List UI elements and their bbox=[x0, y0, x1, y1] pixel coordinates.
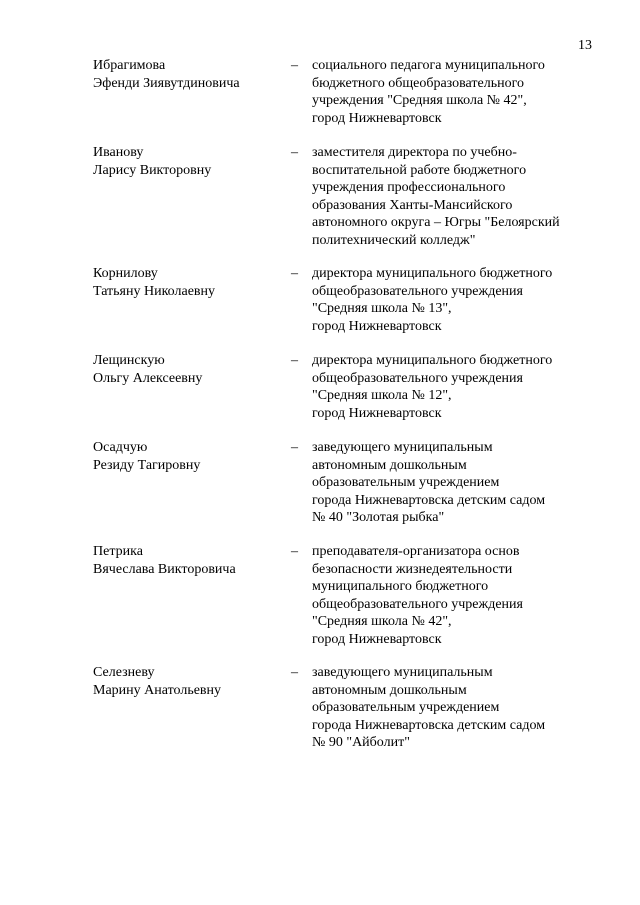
desc-line: политехнический колледж" bbox=[312, 232, 476, 248]
desc-line: директора муниципального бюджетного bbox=[312, 266, 553, 281]
desc-line: образования Ханты-Мансийского bbox=[312, 197, 513, 213]
desc-line: бюджетного общеобразовательного bbox=[312, 75, 524, 91]
desc-line: автономным дошкольным bbox=[312, 457, 467, 473]
name-line: Ольгу Алексеевну bbox=[93, 370, 203, 386]
desc-line: "Средняя школа № 13", bbox=[312, 301, 452, 316]
desc-line: города Нижневартовска детским садом bbox=[312, 717, 546, 733]
position-description bbox=[312, 57, 612, 127]
desc-line: общеобразовательного учреждения bbox=[312, 370, 523, 386]
desc-line: город Нижневартовск bbox=[312, 631, 442, 647]
desc-line: учреждения "Средняя школа № 42", bbox=[312, 93, 527, 108]
person-name bbox=[93, 57, 283, 92]
desc-line: № 40 "Золотая рыбка" bbox=[312, 510, 445, 525]
person-name bbox=[93, 664, 283, 699]
desc-line: муниципального бюджетного bbox=[312, 579, 489, 594]
separator-dash: – bbox=[291, 266, 298, 281]
desc-line: автономного округа – Югры "Белоярский bbox=[312, 215, 560, 230]
desc-line: заведующего муниципальным bbox=[312, 440, 493, 455]
name-line: Лещинскую bbox=[93, 353, 165, 368]
desc-line: общеобразовательного учреждения bbox=[312, 283, 523, 299]
desc-line: образовательным учреждением bbox=[312, 700, 500, 715]
desc-line: учреждения профессионального bbox=[312, 180, 506, 195]
name-line: Вячеслава Викторовича bbox=[93, 561, 236, 577]
position-description bbox=[312, 352, 612, 422]
desc-line: "Средняя школа № 12", bbox=[312, 388, 452, 403]
desc-line: воспитательной работе бюджетного bbox=[312, 162, 527, 178]
name-line: Корнилову bbox=[93, 266, 158, 281]
name-line: Резиду Тагировну bbox=[93, 457, 201, 473]
desc-line: директора муниципального бюджетного bbox=[312, 353, 553, 368]
name-line: Эфенди Зиявутдиновича bbox=[93, 75, 240, 91]
desc-line: города Нижневартовска детским садом bbox=[312, 492, 546, 508]
desc-line: безопасности жизнедеятельности bbox=[312, 561, 513, 577]
separator-dash: – bbox=[291, 665, 298, 680]
name-line: Петрика bbox=[93, 544, 143, 559]
name-line: Селезневу bbox=[93, 665, 155, 680]
person-name bbox=[93, 439, 283, 474]
desc-line: преподавателя-организатора основ bbox=[312, 544, 520, 559]
name-line: Ибрагимова bbox=[93, 58, 166, 73]
person-name bbox=[93, 352, 283, 387]
separator-dash: – bbox=[291, 353, 298, 368]
desc-line: № 90 "Айболит" bbox=[312, 735, 410, 750]
position-description bbox=[312, 144, 612, 249]
desc-line: город Нижневартовск bbox=[312, 318, 442, 334]
person-name bbox=[93, 144, 283, 179]
desc-line: заведующего муниципальным bbox=[312, 665, 493, 680]
desc-line: общеобразовательного учреждения bbox=[312, 596, 523, 612]
position-description bbox=[312, 543, 612, 648]
separator-dash: – bbox=[291, 544, 298, 559]
separator-dash: – bbox=[291, 145, 298, 160]
desc-line: город Нижневартовск bbox=[312, 110, 442, 126]
person-name bbox=[93, 265, 283, 300]
desc-line: образовательным учреждением bbox=[312, 475, 500, 490]
desc-line: социального педагога муниципального bbox=[312, 58, 545, 73]
separator-dash: – bbox=[291, 440, 298, 455]
separator-dash: – bbox=[291, 58, 298, 73]
name-line: Иванову bbox=[93, 145, 144, 160]
name-line: Осадчую bbox=[93, 440, 148, 455]
desc-line: заместителя директора по учебно- bbox=[312, 145, 517, 160]
position-description bbox=[312, 265, 612, 335]
page-number: 13 bbox=[578, 38, 592, 53]
name-line: Ларису Викторовну bbox=[93, 162, 212, 178]
person-name bbox=[93, 543, 283, 578]
position-description bbox=[312, 439, 612, 527]
desc-line: автономным дошкольным bbox=[312, 682, 467, 698]
position-description bbox=[312, 664, 612, 752]
name-line: Марину Анатольевну bbox=[93, 682, 222, 698]
desc-line: "Средняя школа № 42", bbox=[312, 614, 452, 629]
name-line: Татьяну Николаевну bbox=[93, 283, 216, 299]
desc-line: город Нижневартовск bbox=[312, 405, 442, 421]
